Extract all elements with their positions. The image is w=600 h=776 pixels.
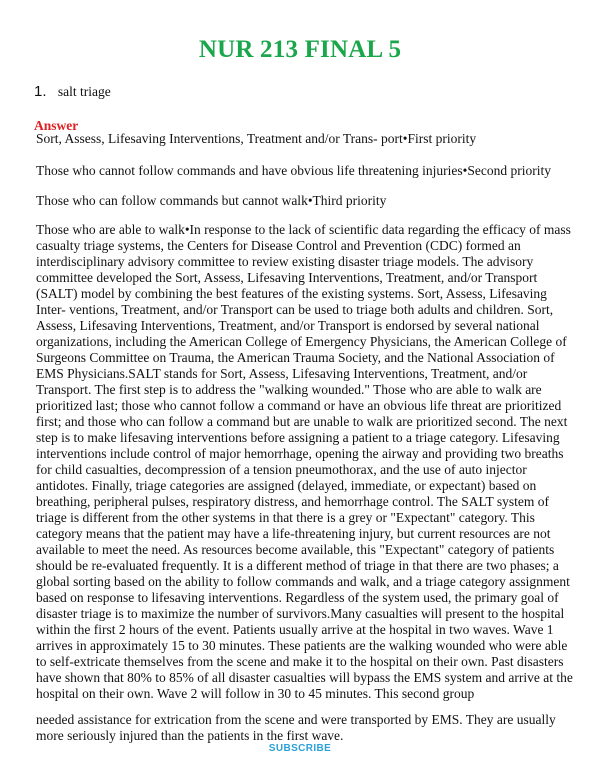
answer-label: Answer	[34, 118, 79, 133]
question-number: 1.	[34, 83, 47, 100]
answer-paragraph: Those who are able to walk•In response to the lack of scientific data regarding the efficacy of mass casualty triage systems, the Centers for Disease Control and Prevention (CDC) formed an interdisciplinary advisory committee to review existing disaster triage models. The advisory committee developed the Sort, Assess, Lifesaving Interventions, Treatment, and/or Transport (SALT) model by combining the best features of the existing systems. Sort, Assess, Lifesaving Inter- ventions, Treatment, and/or Transport can be used to triage both adults and children. Sort, Assess, Lifesaving Interventions, Treatment, and/or Transport is endorsed by several national organizations, including the American College of Emergency Physicians, the American College of Surgeons Committee on Trauma, the American Trauma Society, and the National Association of EMS Physicians.SALT stands for Sort, Assess, Lifesaving Interventions, Treatment, and/or Transport. The first step is to address the "walking wounded." Those who are able to walk are prioritized last; those who cannot follow a command or have an obvious life threat are prioritized first; and those who can follow a command but are unable to walk are prioritized second. The next step is to make lifesaving interventions before assigning a patient to a triage category. Lifesaving interventions include control of major hemorrhage, opening the airway and providing two breaths for child casualties, decompression of a tension pneumothorax, and the use of auto injector antidotes. Finally, triage categories are assigned (delayed, immediate, or expectant) based on breathing, peripheral pulses, respiratory distress, and hemorrhage control. The SALT system of triage is different from the other systems in that there is a grey or "Expectant" category. This category means that the patient may have a life-threatening injury, but current resources are not available to meet the need. As resources become available, this "Expectant" category of patients should be re-evaluated frequently. It is a different method of triage in that there are two phases; a global sorting based on the ability to follow commands and walk, and a triage category assignment based on response to lifesaving interventions. Regardless of the system used, the primary goal of disaster triage is to maximize the number of survivors.Many casualties will present to the hospital within the first 2 hours of the event. Patients usually arrive at the hospital in two waves. Wave 1 arrives in approximately 15 to 30 minutes. These patients are the walking wounded who were able to self-extricate themselves from the scene and make it to the hospital on their own. Past disasters have shown that 80% to 85% of all disaster casualties will bypass the EMS system and arrive at the hospital on their own. Wave 2 will follow in 30 to 45 minutes. This second group	[36, 222, 573, 701]
document-title: NUR 213 FINAL 5	[198, 36, 402, 63]
question	[34, 83, 111, 100]
question-text: salt triage	[57, 84, 111, 99]
answer-paragraph: Sort, Assess, Lifesaving Interventions, Treatment and/or Trans- port•First priority	[36, 131, 477, 146]
subscribe-link[interactable]: SUBSCRIBE	[268, 743, 332, 754]
answer-paragraph: Those who cannot follow commands and have obvious life threatening injuries•Second priority	[36, 163, 551, 178]
answer-paragraph: Those who can follow commands but cannot walk•Third priority	[36, 193, 387, 208]
answer-paragraph: needed assistance for extrication from the scene and were transported by EMS. They are usually more seriously injured than the patients in the first wave.	[36, 712, 556, 743]
